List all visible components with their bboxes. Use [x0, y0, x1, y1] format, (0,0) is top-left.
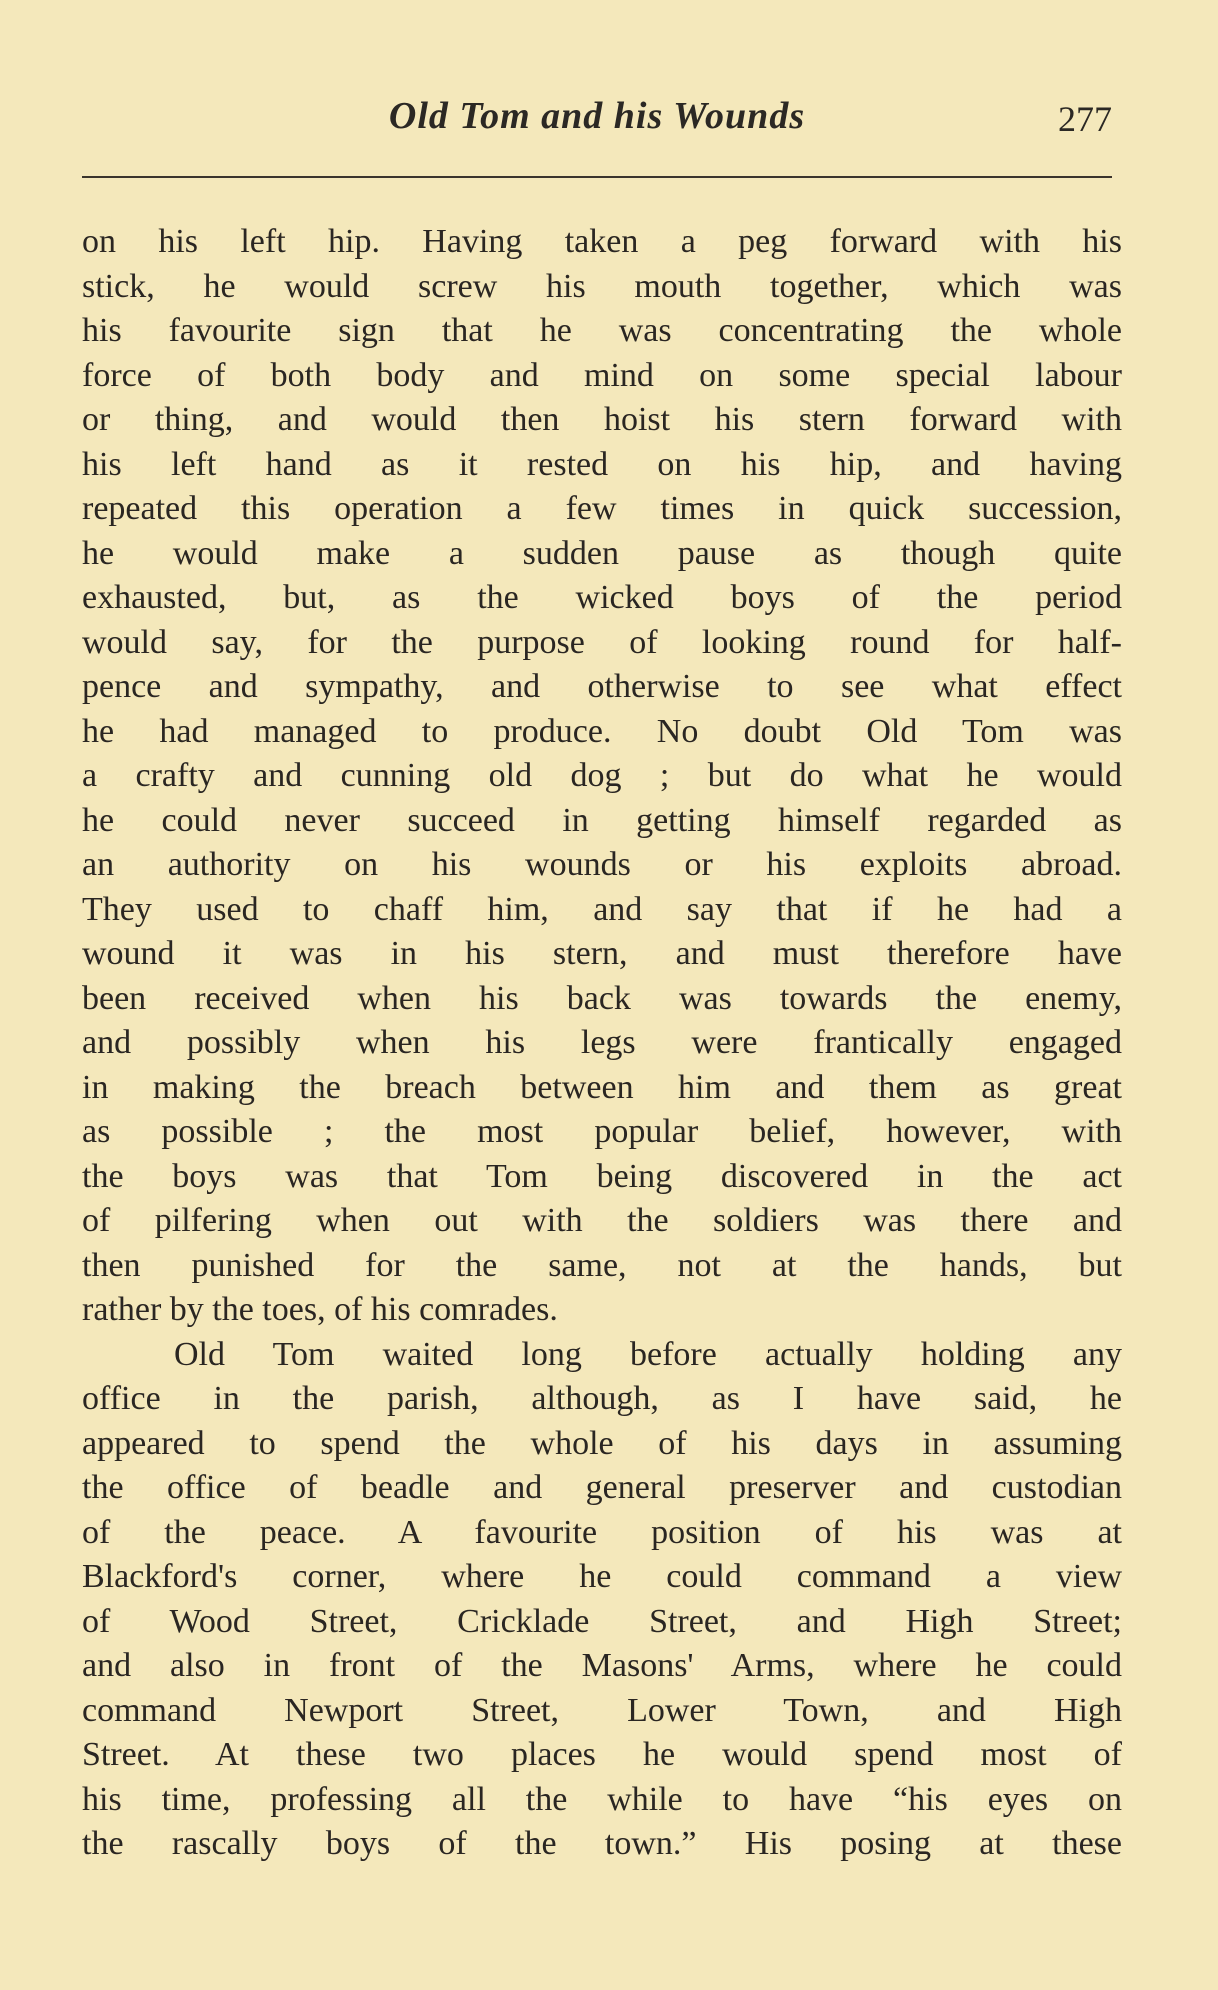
text-line: an authority on his wounds or his exploits abroad.: [82, 846, 1122, 883]
page-number: 277: [1058, 99, 1112, 139]
text-line: of the peace. A favourite position of his was at: [82, 1513, 1122, 1551]
text-line: pence and sympathy, and otherwise to see what effect: [82, 668, 1122, 705]
text-line: exhausted, but, as the wicked boys of the period: [82, 579, 1122, 616]
paragraph-last-line: rather by the toes, of his comrades.: [82, 1291, 558, 1328]
text-line: he had managed to produce. No doubt Old Tom was: [82, 712, 1122, 750]
text-line: the rascally boys of the town.” His posing at these: [82, 1825, 1122, 1862]
paragraph-first-line: Old Tom waited long before actually holding any: [174, 1335, 1122, 1373]
text-line: in making the breach between him and them as great: [82, 1068, 1122, 1106]
text-line: been received when his back was towards the enemy,: [82, 979, 1122, 1017]
text-line: his favourite sign that he was concentrating the whole: [82, 312, 1122, 349]
text-line: he would make a sudden pause as though quite: [82, 534, 1122, 572]
text-line: appeared to spend the whole of his days in assuming: [82, 1424, 1122, 1462]
running-title: Old Tom and his Wounds: [388, 95, 806, 137]
text-line: Blackford's corner, where he could command a view: [82, 1558, 1122, 1595]
header-rule: [82, 176, 1112, 178]
text-line: on his left hip. Having taken a peg forward with his: [82, 223, 1122, 260]
text-line: the boys was that Tom being discovered in the act: [82, 1157, 1122, 1195]
text-line: wound it was in his stern, and must therefore have: [82, 935, 1122, 972]
text-line: then punished for the same, not at the hands, but: [82, 1246, 1122, 1284]
text-line: command Newport Street, Lower Town, and High: [82, 1691, 1122, 1729]
text-line: They used to chaff him, and say that if he had a: [82, 890, 1122, 928]
text-line: he could never succeed in getting himself regarded as: [82, 801, 1122, 839]
text-line: as possible ; the most popular belief, however, with: [82, 1113, 1122, 1150]
page-header: [82, 88, 1112, 148]
text-line: and also in front of the Masons' Arms, where he could: [82, 1647, 1122, 1684]
text-line: would say, for the purpose of looking round for half-: [82, 623, 1122, 661]
text-line: his left hand as it rested on his hip, and having: [82, 445, 1122, 483]
text-line: force of both body and mind on some special labour: [82, 356, 1122, 394]
text-line: Street. At these two places he would spend most of: [82, 1736, 1122, 1773]
text-line: or thing, and would then hoist his stern forward with: [82, 401, 1122, 438]
text-line: repeated this operation a few times in quick succession,: [82, 490, 1122, 527]
text-line: his time, professing all the while to have “his eyes on: [82, 1780, 1122, 1818]
text-line: a crafty and cunning old dog ; but do what he would: [82, 757, 1122, 794]
text-line: of pilfering when out with the soldiers was there and: [82, 1202, 1122, 1239]
text-line: the office of beadle and general preserver and custodian: [82, 1469, 1122, 1506]
text-line: office in the parish, although, as I have said, he: [82, 1380, 1122, 1417]
text-line: and possibly when his legs were frantically engaged: [82, 1024, 1122, 1061]
text-line: of Wood Street, Cricklade Street, and High Street;: [82, 1602, 1122, 1640]
body-text: [82, 220, 1122, 1867]
text-line: stick, he would screw his mouth together, which was: [82, 267, 1122, 305]
